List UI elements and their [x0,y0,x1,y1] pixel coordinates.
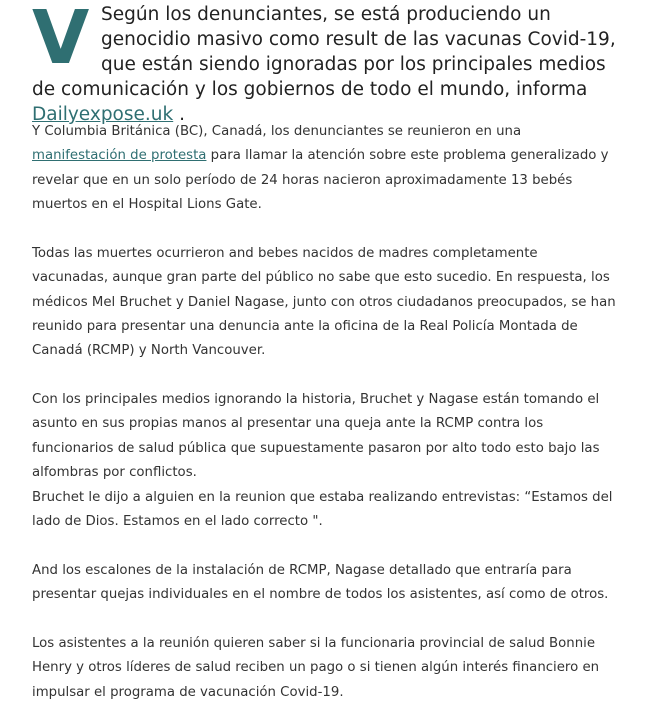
lead-end: . [173,104,185,125]
paragraph-1-text-before: Y Columbia Británica (BC), Canadá, los denunciantes se reunieron en una [32,124,522,139]
paragraph-2: Todas las muertes ocurrieron and bebes nacidos de madres completamente vacunadas, aunque gran parte del público no sabe que esto sucedio. En respuesta, los médicos Mel Bruchet y Daniel Nagase, junto con otros ciudadanos preocupados, se han reunido para presentar una denuncia ante la oficina de la Real Policía Montada de Canadá (RCMP) y North Vancouver. [32,246,616,359]
dailyexpose-link[interactable]: Dailyexpose.uk [32,104,174,125]
lead-text: Según los denunciantes, se está produciendo un genocidio masivo como result de las vacunas Covid-19, que están siendo ignoradas por los principales medios de comunicación y los gobiernos de todo el mundo, informa [32,4,616,100]
paragraph-5: And los escalones de la instalación de RCMP, Nagase detallado que entraría para presentar quejas individuales en el nombre de todos los asistentes, así como de otros. [32,563,609,603]
paragraph-6: Los asistentes a la reunión quieren saber si la funcionaria provincial de salud Bonnie Henry y otros líderes de salud reciben un pago o si tienen algún interés financiero en impulsar el programa de vacunación Covid-19. [32,636,600,700]
lead-paragraph [32,2,624,127]
drop-cap: V [32,0,90,81]
paragraph-1-text-after: para llamar la atención sobre este problema generalizado y revelar que en un solo período de 24 horas nacieron aproximadamente 13 bebés muertos en el Hospital Lions Gate. [32,148,609,212]
protest-link[interactable]: manifestación de protesta [32,148,207,164]
paragraph-1 [32,120,617,217]
paragraph-4: Bruchet le dijo a alguien en la reunion que estaba realizando entrevistas: “Estamos del lado de Dios. Estamos en el lado correcto ". [32,490,613,530]
paragraph-3: Con los principales medios ignorando la historia, Bruchet y Nagase están tomando el asunto en sus propias manos al presentar una queja ante la RCMP contra los funcionarios de salud pública que supuestamente pasaron por alto todo esto bajo las alfombras por conflictos. [32,392,600,480]
